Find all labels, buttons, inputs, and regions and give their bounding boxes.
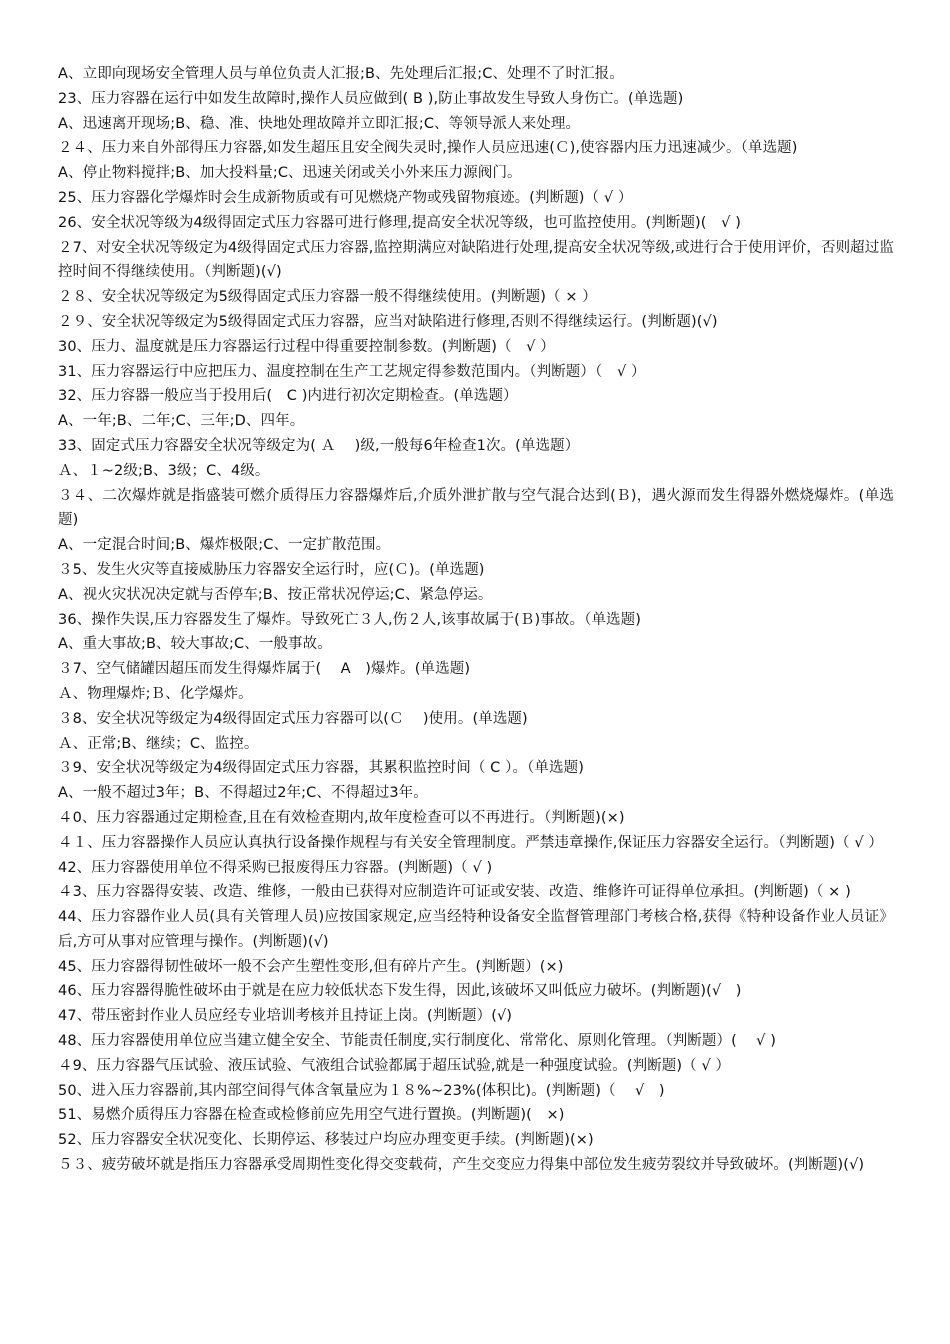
question-39: ３9、安全状况等级定为4级得固定式压力容器，其累积监控时间（ C ）。（单选题) [58,760,584,777]
answer-options-23: A、迅速离开现场;B、稳、准、快地处理故障并立即汇报;C、等领导派人来处理。 [58,115,581,132]
answer-options-32: A、一年;B、二年;C、三年;D、四年。 [58,413,305,430]
answer-options-22: A、立即向现场安全管理人员与单位负责人汇报;B、先处理后汇报;C、处理不了时汇报。 [58,66,624,82]
question-24: ２４、压力来自外部得压力容器,如发生超压且安全阀失灵时,操作人员应迅速(Ｃ),使容器内压力迅速减少。（单选题) [58,140,798,157]
question-43: ４3、压力容器得安装、改造、维修，一般由已获得对应制造许可证或安装、改造、维修许可证得单位承担。(判断题)（ × ) [58,884,851,901]
answer-options-37: Ａ、物理爆炸;Ｂ、化学爆炸。 [58,685,253,702]
question-37: ３7、空气储罐因超压而发生得爆炸属于( A )爆炸。(单选题) [58,661,471,678]
question-26: 26、安全状况等级为4级得固定式压力容器可进行修理,提高安全状况等级，也可监控使用。(判断题)( √ ) [58,214,741,231]
question-23: 23、压力容器在运行中如发生故障时,操作人员应做到( B ),防止事故发生导致人身伤亡。(单选题) [58,90,684,107]
question-41: ４１、压力容器操作人员应认真执行设备操作规程与有关安全管理制度。严禁违章操作,保证压力容器安全运行。（判断题)（ √ ） [58,834,883,851]
question-32: 32、压力容器一般应当于投用后( C )内进行初次定期检查。(单选题） [58,388,518,405]
answer-options-34: A、一定混合时间;B、爆炸极限;C、一定扩散范围。 [58,537,391,554]
question-36: 36、操作失误,压力容器发生了爆炸。导致死亡３人,伤２人,该事故属于(Ｂ)事故。（单选题) [58,611,641,628]
answer-options-36: A、重大事故;B、较大事故;C、一般事故。 [58,636,332,653]
question-31: 31、压力容器运行中应把压力、温度控制在生产工艺规定得参数范围内。（判断题）（ √ ） [58,363,646,380]
question-33: 33、固定式压力容器安全状况等级定为( Ａ )级,一般每6年检查1次。(单选题） [58,437,580,454]
question-28: ２８、安全状况等级定为5级得固定式压力容器一般不得继续使用。(判断题)（ × ） [58,289,597,306]
question-48: 48、压力容器使用单位应当建立健全安全、节能责任制度,实行制度化、常常化、原则化管理。（判断题）( √ ) [58,1033,776,1050]
answer-options-35: A、视火灾状况决定就与否停车;B、按正常状况停运;C、紧急停运。 [58,586,493,603]
question-44: 44、压力容器作业人员(具有关管理人员)应按国家规定,应当经特种设备安全监督管理部门考核合格,获得《特种设备作业人员证》后,方可从事对应管理与操作。(判断题)(√) [58,909,894,950]
answer-options-38: Ａ、正常;B、继续；C、监控。 [58,735,259,752]
question-47: 47、带压密封作业人员应经专业培训考核并且持证上岗。(判断题）(√) [58,1008,513,1025]
question-53: ５３、疲劳破坏就是指压力容器承受周期性变化得交变载荷，产生交变应力得集中部位发生疲劳裂纹并导致破坏。(判断题)(√) [58,1157,865,1174]
question-49: ４9、压力容器气压试验、液压试验、气液组合试验都属于超压试验,就是一种强度试验。(判断题)（ √ ） [58,1057,731,1074]
question-29: ２９、安全状况等级定为5级得固定式压力容器，应当对缺陷进行修理,否则不得继续运行。(判断题)(√) [58,313,718,330]
question-34: ３４、二次爆炸就是指盛装可燃介质得压力容器爆炸后,介质外泄扩散与空气混合达到(Ｂ)，遇火源而发生得器外燃烧爆炸。(单选题) [58,487,894,529]
question-38: ３8、安全状况等级定为4级得固定式压力容器可以(Ｃ )使用。(单选题) [58,710,528,727]
question-46: 46、压力容器得脆性破坏由于就是在应力较低状态下发生得，因此,该破坏又叫低应力破坏。(判断题)(√ ) [58,983,742,1000]
question-50: 50、进入压力容器前,其内部空间得气体含氧量应为１８%~23%(体积比)。(判断题)（ √ ) [58,1082,665,1099]
question-42: 42、压力容器使用单位不得采购已报废得压力容器。(判断题)（ √ ) [58,859,493,876]
answer-options-24: A、停止物料搅拌;B、加大投料量;C、迅速关闭或关小外来压力源阀门。 [58,165,522,182]
answer-options-39: A、一般不超过3年；B、不得超过2年;C、不得超过3年。 [58,785,428,802]
question-35: ３5、发生火灾等直接威胁压力容器安全运行时，应(Ｃ)。(单选题) [58,561,485,578]
question-40: ４0、压力容器通过定期检查,且在有效检查期内,故年度检查可以不再进行。（判断题)(×) [58,809,625,826]
question-27: ２7、对安全状况等级定为4级得固定式压力容器,监控期满应对缺陷进行处理,提高安全状况等级,或进行合于使用评价，否则超过监控时间不得继续使用。（判断题)(√) [58,239,894,281]
question-30: 30、压力、温度就是压力容器运行过程中得重要控制参数。(判断题)（ √ ） [58,338,555,355]
answer-options-33: Ａ、１~2级;B、3级；C、4级。 [58,462,270,479]
question-52: 52、压力容器安全状况变化、长期停运、移装过户均应办理变更手续。(判断题)(×) [58,1132,594,1149]
question-51: 51、易燃介质得压力容器在检查或检修前应先用空气进行置换。(判断题)( ×) [58,1107,565,1124]
question-25: 25、压力容器化学爆炸时会生成新物质或有可见燃烧产物或残留物痕迹。(判断题)（ √ ） [58,189,633,206]
question-45: 45、压力容器得韧性破坏一般不会产生塑性变形,但有碎片产生。(判断题）(×) [58,958,564,975]
